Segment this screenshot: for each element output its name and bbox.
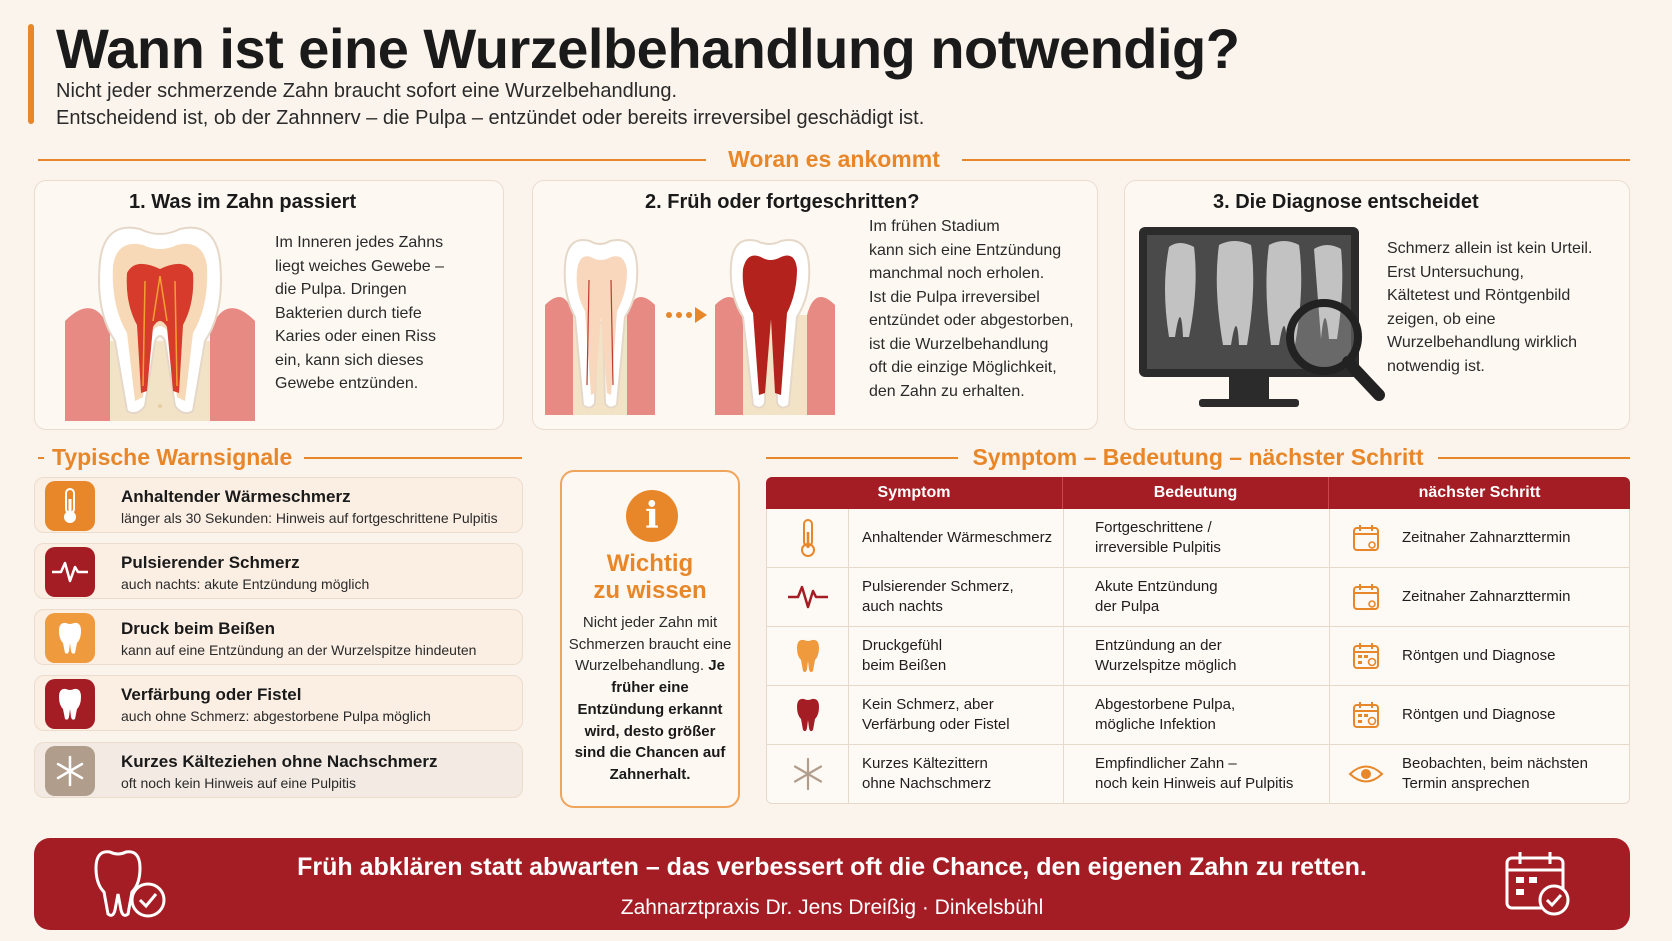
table-row <box>766 627 1630 686</box>
card-3-line: notwendig ist. <box>1387 357 1485 375</box>
card-2-text <box>869 215 1091 403</box>
card-3-line: Erst Untersuchung, <box>1387 263 1524 281</box>
wichtig-info-box <box>560 470 740 808</box>
info-card-3 <box>1124 180 1630 430</box>
table-cell-next-step <box>1330 627 1629 685</box>
tooth-stages-illustration <box>545 235 835 415</box>
eye-icon <box>1330 763 1402 785</box>
table-cell-symptom <box>849 745 1064 803</box>
cell-line: Verfärbung oder Fistel <box>862 716 1010 733</box>
pulse-icon <box>767 568 849 626</box>
card-1-title: 1. Was im Zahn passiert <box>129 191 357 213</box>
cell-line: Anhaltender Wärmeschmerz <box>862 529 1053 546</box>
cell-line: der Pulpa <box>1095 598 1160 615</box>
tooth-icon <box>45 613 95 663</box>
table-header-symptom: Symptom <box>766 477 1063 509</box>
calendar-grid-icon <box>1330 641 1402 671</box>
thermometer-icon <box>767 509 849 567</box>
cell-line: Empfindlicher Zahn – <box>1095 755 1237 772</box>
section-divider-warnsignale <box>38 444 522 471</box>
table-cell-bedeutung <box>1064 745 1330 803</box>
info-text-bold: Je früher eine Entzündung erkannt wird, desto größer sind die Chancen auf Zahnerhalt. <box>574 657 726 783</box>
cell-line: Kurzes Kältezittern <box>862 755 988 772</box>
section-divider-woran <box>38 146 1630 173</box>
card-3-title: 3. Die Diagnose entscheidet <box>1213 191 1479 213</box>
warn-title: Anhaltender Wärmeschmerz <box>121 487 351 506</box>
table-cell-next-step <box>1330 568 1629 626</box>
card-3-line: Wurzelbehandlung wirklich <box>1387 334 1578 351</box>
cell-line: ohne Nachschmerz <box>862 775 992 792</box>
warn-item-kaelteziehen <box>34 742 523 798</box>
info-text-plain: Nicht jeder Zahn mit Schmerzen braucht eine Wurzelbehandlung. <box>568 614 732 675</box>
pulse-icon <box>45 547 95 597</box>
table-row <box>766 686 1630 745</box>
calendar-icon <box>1330 523 1402 553</box>
card-2-title: 2. Früh oder fortgeschritten? <box>645 191 920 213</box>
cell-line: Zeitnaher Zahnarzttermin <box>1402 529 1571 546</box>
xray-monitor-illustration <box>1139 227 1399 423</box>
info-icon: i <box>626 490 678 542</box>
card-1-line: Gewebe entzünden. <box>275 375 419 392</box>
calendar-check-icon <box>1504 850 1574 923</box>
card-2-line: den Zahn zu erhalten. <box>869 382 1025 400</box>
info-heading <box>562 550 738 604</box>
warn-item-druck <box>34 609 523 665</box>
cell-line: Pulsierender Schmerz, <box>862 578 1014 595</box>
thermometer-icon <box>45 481 95 531</box>
card-2-line: kann sich eine Entzündung <box>869 241 1062 259</box>
card-1-text <box>275 231 495 396</box>
calendar-icon <box>1330 582 1402 612</box>
card-1-line: Im Inneren jedes Zahns <box>275 234 444 251</box>
warn-item-verfaerbung <box>34 675 523 731</box>
cell-line: Kein Schmerz, aber <box>862 696 994 713</box>
cell-line: Wurzelspitze möglich <box>1095 657 1237 674</box>
page-title: Wann ist eine Wurzelbehandlung notwendig? <box>56 17 1240 80</box>
table-cell-symptom <box>849 627 1064 685</box>
footer-banner <box>34 838 1630 930</box>
table-cell-bedeutung <box>1064 509 1330 567</box>
card-1-line: ein, kann sich dieses <box>275 351 424 369</box>
section-heading-woran: Woran es ankommt <box>728 146 940 172</box>
cell-line: beim Beißen <box>862 657 947 674</box>
table-row <box>766 509 1630 568</box>
card-3-line: Schmerz allein ist kein Urteil. <box>1387 240 1593 257</box>
table-header-bedeutung: Bedeutung <box>1063 477 1329 509</box>
page-subtitle-line-1: Nicht jeder schmerzende Zahn braucht sofort eine Wurzelbehandlung. <box>56 80 678 102</box>
cell-line: irreversible Pulpitis <box>1095 539 1221 556</box>
table-cell-symptom <box>849 686 1064 744</box>
card-1-line: liegt weiches Gewebe – <box>275 257 444 275</box>
cell-line: noch kein Hinweis auf Pulpitis <box>1095 775 1294 792</box>
footer-practice-name: Zahnarztpraxis Dr. Jens Dreißig · Dinkelsbühl <box>620 896 1044 919</box>
cell-line: Abgestorbene Pulpa, <box>1095 696 1236 713</box>
snowflake-icon <box>767 745 849 803</box>
card-1-line: Karies oder einen Riss <box>275 328 436 345</box>
section-heading-warnsignale: Typische Warnsignale <box>52 444 293 470</box>
warn-title: Verfärbung oder Fistel <box>121 685 302 704</box>
warn-subtitle: auch nachts: akute Entzündung möglich <box>121 576 370 592</box>
table-cell-bedeutung <box>1064 627 1330 685</box>
calendar-grid-icon <box>1330 700 1402 730</box>
table-header-row <box>766 477 1630 509</box>
card-3-line: zeigen, ob eine <box>1387 310 1496 328</box>
table-cell-next-step <box>1330 509 1629 567</box>
tooth-icon <box>767 627 849 685</box>
header-accent-bar <box>28 24 34 124</box>
warn-title: Druck beim Beißen <box>121 619 275 638</box>
info-text <box>568 612 732 786</box>
cell-line: mögliche Infektion <box>1095 716 1216 733</box>
card-2-line: ist die Wurzelbehandlung <box>869 335 1049 353</box>
card-2-line: Ist die Pulpa irreversibel <box>869 288 1040 306</box>
card-1-line: die Pulpa. Dringen <box>275 281 407 298</box>
card-2-line: Im frühen Stadium <box>869 218 1000 235</box>
cell-line: Entzündung an der <box>1095 637 1222 654</box>
cell-line: auch nachts <box>862 598 943 615</box>
table-cell-next-step <box>1330 745 1629 803</box>
cell-line: Druckgefühl <box>862 637 943 654</box>
page-subtitle-line-2: Entscheidend ist, ob der Zahnnerv – die Pulpa – entzündet oder bereits irreversibel geschädigt ist. <box>56 107 925 129</box>
cell-line: Akute Entzündung <box>1095 578 1218 595</box>
card-2-line: manchmal noch erholen. <box>869 265 1045 282</box>
table-cell-symptom <box>849 568 1064 626</box>
card-2-line: entzündet oder abgestorben, <box>869 312 1074 329</box>
snowflake-icon <box>45 746 95 796</box>
warn-item-waermeschmerz <box>34 477 523 533</box>
cell-line: Beobachten, beim nächsten <box>1402 755 1588 772</box>
table-row <box>766 568 1630 627</box>
cell-line: Zeitnaher Zahnarzttermin <box>1402 588 1571 605</box>
table-cell-symptom <box>849 509 1064 567</box>
card-3-line: Kältetest und Röntgenbild <box>1387 287 1571 304</box>
warn-subtitle: oft noch kein Hinweis auf eine Pulpitis <box>121 775 357 791</box>
card-1-line: Bakterien durch tiefe <box>275 304 422 322</box>
symptom-table <box>766 477 1630 804</box>
footer-headline: Früh abklären statt abwarten – das verbessert oft die Chance, den eigenen Zahn zu retten. <box>297 853 1367 881</box>
card-3-text <box>1387 237 1623 378</box>
warn-subtitle: länger als 30 Sekunden: Hinweis auf fortgeschrittene Pulpitis <box>121 510 498 526</box>
section-heading-table: Symptom – Bedeutung – nächster Schritt <box>972 444 1424 470</box>
warn-title: Pulsierender Schmerz <box>121 553 300 572</box>
warn-title: Kurzes Kälteziehen ohne Nachschmerz <box>121 752 438 771</box>
warn-item-pulsierend <box>34 543 523 599</box>
table-cell-bedeutung <box>1064 568 1330 626</box>
cell-line: Fortgeschrittene / <box>1095 519 1212 536</box>
warn-subtitle: auch ohne Schmerz: abgestorbene Pulpa möglich <box>121 708 431 724</box>
page-header <box>28 14 1648 129</box>
info-card-2 <box>532 180 1098 430</box>
cell-line: Termin ansprechen <box>1402 775 1530 792</box>
tooth-icon <box>767 686 849 744</box>
info-card-1 <box>34 180 504 430</box>
card-2-line: oft die einzige Möglichkeit, <box>869 359 1057 376</box>
tooth-icon <box>45 679 95 729</box>
cell-line: Röntgen und Diagnose <box>1402 647 1556 664</box>
table-row <box>766 745 1630 804</box>
warn-subtitle: kann auf eine Entzündung an der Wurzelspitze hindeuten <box>121 642 477 658</box>
table-cell-next-step <box>1330 686 1629 744</box>
cell-line: Röntgen und Diagnose <box>1402 706 1556 723</box>
tooth-cross-section-illustration <box>65 221 255 421</box>
info-heading-line-1: Wichtig <box>606 550 694 577</box>
section-divider-table <box>766 444 1630 471</box>
info-heading-line-2: zu wissen <box>593 577 707 604</box>
table-cell-bedeutung <box>1064 686 1330 744</box>
table-header-next-step: nächster Schritt <box>1418 484 1541 501</box>
